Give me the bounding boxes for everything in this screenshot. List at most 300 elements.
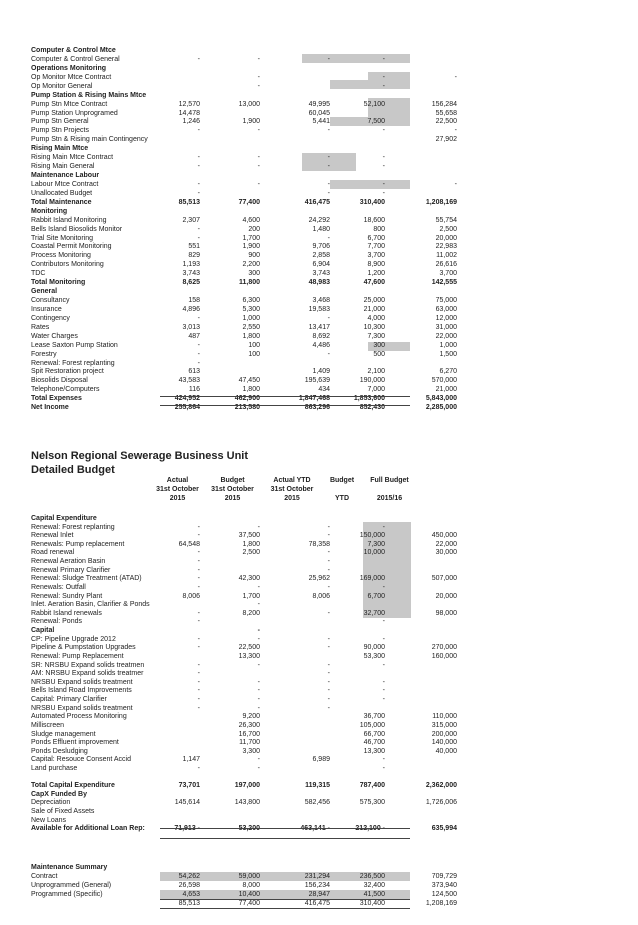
cell-col-1: - — [197, 704, 200, 712]
cell-col-1: - — [197, 635, 200, 643]
row-label: Capital: Resouce Consent Accid — [31, 756, 131, 764]
cell-col-1: 54,262 — [178, 873, 200, 880]
cell-col-4: 169,000 — [359, 575, 385, 583]
cell-col-3: 25,962 — [308, 575, 330, 583]
cell-col-2: 42,300 — [238, 575, 260, 583]
row-label: Automated Process Monitoring — [31, 713, 127, 721]
cell-col-3: 49,995 — [308, 100, 330, 108]
cell-col-4: 52,100 — [363, 100, 385, 108]
cell-col-5: - — [454, 127, 457, 135]
header-c1-line-1: Actual — [166, 477, 189, 484]
cell-col-4: - — [382, 163, 385, 171]
row-label: TDC — [31, 270, 46, 278]
table-row — [0, 350, 638, 359]
cell-col-4: - — [382, 583, 385, 591]
cell-col-3: - — [327, 154, 330, 162]
row-label: CP: Pipeline Upgrade 2012 — [31, 635, 116, 643]
row-label: CapX Funded By — [31, 790, 88, 798]
row-label: Water Charges — [31, 332, 78, 340]
cell-col-4: - — [382, 687, 385, 695]
cell-col-1: - — [197, 678, 200, 686]
cell-col-2: 1,800 — [242, 386, 260, 394]
row-label: Total Capital Expenditure — [31, 782, 115, 790]
row-label: Pump Stn General — [31, 118, 89, 126]
cell-col-2: 53,200 — [238, 825, 260, 833]
cell-col-4: 32,700 — [363, 609, 385, 617]
row-label: Trial Site Monitoring — [31, 234, 93, 242]
cell-col-1: 4,653 — [182, 891, 200, 898]
table-row — [0, 153, 638, 162]
cell-col-1: - — [197, 55, 200, 63]
table-row — [0, 189, 638, 198]
cell-col-2: - — [257, 523, 260, 531]
cell-col-2: 1,900 — [242, 118, 260, 126]
cell-col-4: 500 — [373, 350, 385, 358]
cell-col-2: 100 — [248, 350, 260, 358]
cell-col-2: 3,300 — [242, 747, 260, 755]
header-c1-line-2: 31st October — [156, 486, 199, 493]
table-row — [0, 225, 638, 234]
cell-col-1: - — [197, 549, 200, 557]
cell-col-1: - — [197, 609, 200, 617]
cell-col-5: 270,000 — [431, 644, 457, 652]
cell-col-2: 2,200 — [242, 261, 260, 269]
cell-col-3: 13,417 — [308, 323, 330, 331]
cell-col-5: 373,940 — [431, 882, 457, 889]
cell-col-4: 800 — [373, 225, 385, 233]
row-label: Capital — [31, 627, 55, 635]
cell-col-3: 4,486 — [312, 341, 330, 349]
cell-col-4: 90,000 — [363, 644, 385, 652]
cell-col-4: 41,500 — [363, 891, 385, 898]
cell-col-2: 6,300 — [242, 297, 260, 305]
row-label: Spit Restoration project — [31, 368, 104, 376]
cell-col-2: - — [257, 627, 260, 635]
row-label: Pump Stn Projects — [31, 127, 89, 135]
cell-col-5: 21,000 — [435, 386, 457, 394]
cell-col-2: - — [257, 82, 260, 90]
cell-col-1: 255,864 — [174, 404, 200, 412]
total-rule — [160, 396, 410, 397]
cell-col-1: 3,013 — [182, 323, 200, 331]
cell-col-2: - — [257, 601, 260, 609]
cell-col-2: 4,600 — [242, 216, 260, 224]
row-label: Ponds Effluent improvement — [31, 739, 119, 747]
cell-col-5: 2,362,000 — [425, 782, 457, 790]
cell-col-2: 59,000 — [238, 873, 260, 880]
table-row — [0, 367, 638, 376]
cell-col-5: 11,002 — [436, 252, 457, 260]
cell-col-4: - — [382, 635, 385, 643]
cell-col-1: 71,913 - — [174, 825, 200, 833]
row-label: Land purchase — [31, 764, 78, 772]
row-label: Op Monitor Mtce Contract — [31, 73, 112, 81]
cell-col-5: 20,000 — [435, 592, 457, 600]
table-row — [0, 376, 638, 385]
cell-col-4: 32,400 — [363, 882, 385, 889]
cell-col-5: 22,000 — [435, 332, 457, 340]
cell-col-4: 18,600 — [363, 216, 385, 224]
cell-col-3: 2,858 — [312, 252, 330, 260]
cell-col-2: 13,300 — [238, 652, 260, 660]
cell-col-3: 6,989 — [312, 756, 330, 764]
table-row — [0, 899, 638, 908]
cell-col-4: 1,200 — [367, 270, 385, 278]
table-row — [0, 109, 638, 118]
cell-col-3: 3,468 — [312, 297, 330, 305]
cell-col-1: 424,952 — [174, 395, 200, 403]
cell-col-4: 575,300 — [359, 799, 385, 807]
cell-col-1: - — [197, 234, 200, 242]
cell-col-3: - — [327, 523, 330, 531]
header-c2-line-1: Budget — [220, 477, 245, 484]
row-label: Renewals: Pump replacement — [31, 540, 125, 548]
cell-col-5: 27,902 — [435, 136, 457, 144]
cell-col-2: 213,580 — [234, 404, 260, 412]
cell-col-5: 142,555 — [431, 279, 457, 287]
row-label: Rising Main Mtce Contract — [31, 154, 114, 162]
cell-col-5: 1,726,006 — [425, 799, 457, 807]
cell-col-1: - — [197, 127, 200, 135]
cell-col-2: 47,450 — [238, 377, 260, 385]
cell-col-4: 300 — [373, 341, 385, 349]
table-row — [0, 162, 638, 171]
table-row — [0, 332, 638, 341]
cell-col-4: 36,700 — [363, 713, 385, 721]
cell-col-3: 3,743 — [312, 270, 330, 278]
row-label: Telephone/Computers — [31, 386, 100, 394]
row-label: Pump Station Unprogramed — [31, 109, 118, 117]
table-row — [0, 82, 638, 91]
cell-col-1: 64,548 — [178, 540, 200, 548]
header-c4-line-3: YTD — [335, 495, 349, 502]
cell-col-1: 73,701 — [178, 782, 200, 790]
cell-col-5: 140,000 — [431, 739, 457, 747]
cell-col-2: 2,550 — [242, 323, 260, 331]
cell-col-5: 315,000 — [431, 721, 457, 729]
cell-col-2: - — [257, 678, 260, 686]
header-c5-line-3: 2015/16 — [376, 495, 403, 502]
table-row — [0, 359, 638, 368]
cell-col-2: 1,700 — [242, 234, 260, 242]
cell-col-2: 10,400 — [238, 891, 260, 898]
cell-col-5: 1,208,169 — [425, 198, 457, 206]
cell-col-1: 1,246 — [182, 118, 200, 126]
cell-col-5: 450,000 — [431, 532, 457, 540]
cell-col-5: 31,000 — [435, 323, 457, 331]
cell-col-5: 1,000 — [439, 341, 457, 349]
cell-col-4: 47,600 — [363, 279, 385, 287]
cell-col-3: - — [327, 635, 330, 643]
table-row — [0, 305, 638, 314]
cell-col-1: - — [197, 661, 200, 669]
row-label: Coastal Permit Monitoring — [31, 243, 112, 251]
cell-col-1: - — [197, 225, 200, 233]
row-label: Renewal: Forest replanting — [31, 523, 115, 531]
cell-col-2: 77,400 — [238, 900, 260, 907]
maintenance-summary-title: Maintenance Summary — [31, 864, 108, 871]
header-c3-line-1: Actual YTD — [273, 477, 311, 484]
cell-col-4: - — [382, 73, 385, 81]
row-label: Insurance — [31, 305, 62, 313]
cell-col-1: - — [197, 314, 200, 322]
cell-col-4: 25,000 — [363, 297, 385, 305]
row-label: AM: NRSBU Expand solids treatmer — [31, 670, 144, 678]
table-row — [0, 73, 638, 82]
cell-col-3: - — [327, 583, 330, 591]
cell-col-3: 1,847,468 — [298, 395, 330, 403]
cell-col-2: 11,700 — [239, 739, 260, 747]
row-label: Op Monitor General — [31, 82, 93, 90]
cell-col-3: 863,296 — [304, 404, 330, 412]
cell-col-5: 26,616 — [435, 261, 457, 269]
cell-col-1: - — [197, 575, 200, 583]
cell-col-2: - — [257, 73, 260, 81]
cell-col-5: 30,000 — [435, 549, 457, 557]
cell-col-5: 635,994 — [431, 825, 457, 833]
cell-col-1: - — [197, 696, 200, 704]
cell-col-3: - — [327, 687, 330, 695]
cell-col-4: - — [382, 696, 385, 704]
cell-col-3: - — [327, 314, 330, 322]
cell-col-4: 236,500 — [359, 873, 385, 880]
cell-col-5: 1,208,169 — [425, 900, 457, 907]
cell-col-3: - — [327, 609, 330, 617]
header-c1-line-3: 2015 — [169, 495, 186, 502]
cell-col-4: - — [382, 764, 385, 772]
row-label: Bells Island Road Improvements — [31, 687, 132, 695]
cell-col-5: 40,000 — [435, 747, 457, 755]
row-label: Process Monitoring — [31, 252, 91, 260]
cell-col-1: - — [197, 583, 200, 591]
header-c2-line-3: 2015 — [224, 495, 241, 502]
cell-col-2: - — [257, 687, 260, 695]
cell-col-3: 434 — [318, 386, 330, 394]
cell-col-3: 416,475 — [304, 198, 330, 206]
table-row — [0, 55, 638, 64]
table-row — [0, 323, 638, 332]
row-label: Contingency — [31, 314, 70, 322]
cell-col-4: 8,900 — [367, 261, 385, 269]
cell-col-5: 1,500 — [439, 350, 457, 358]
cell-col-4: 105,000 — [359, 721, 385, 729]
cell-col-4: 6,700 — [367, 234, 385, 242]
cell-col-4: 4,000 — [367, 314, 385, 322]
cell-col-1: - — [197, 341, 200, 349]
cell-col-4: 6,700 — [367, 592, 385, 600]
cell-col-2: 1,900 — [242, 243, 260, 251]
row-label: General — [31, 288, 58, 296]
header-c4-line-1: Budget — [329, 477, 355, 484]
cell-col-2: 11,800 — [238, 279, 260, 287]
cell-col-4: 150,000 — [359, 532, 385, 540]
cell-col-4: 852,430 — [359, 404, 385, 412]
cell-col-1: 116 — [188, 386, 200, 394]
row-label: Renewal: Sundry Plant — [31, 592, 103, 600]
cell-col-2: - — [257, 583, 260, 591]
row-label: Pump Stn & Rising main Contingency — [31, 136, 148, 144]
cell-col-1: - — [197, 558, 200, 566]
table-row — [0, 135, 638, 144]
table-row — [0, 117, 638, 126]
table-row — [0, 260, 638, 269]
cell-col-3: 119,315 — [305, 782, 330, 790]
cell-col-3: 19,583 — [308, 305, 330, 313]
cell-col-3: 9,706 — [312, 243, 330, 251]
row-label: Computer & Control Mtce — [31, 47, 116, 54]
row-label: Computer & Control General — [31, 55, 120, 63]
cell-col-2: 200 — [248, 225, 260, 233]
cell-col-1: 1,147 — [182, 756, 200, 764]
table-row — [0, 341, 638, 350]
row-label: Capital: Primary Clarifier — [31, 696, 107, 704]
cell-col-3: 5,441 — [312, 118, 330, 126]
cell-col-1: 145,614 — [174, 799, 200, 807]
cell-col-3: 463,141 - — [300, 825, 330, 833]
table-row — [0, 385, 638, 394]
cell-col-1: 2,307 — [182, 216, 200, 224]
cell-col-1: - — [197, 180, 200, 188]
cell-col-4: 787,400 — [359, 782, 385, 790]
row-label: Unallocated Budget — [31, 189, 93, 197]
row-label: Rising Main General — [31, 163, 95, 171]
cell-col-2: 197,000 — [234, 782, 260, 790]
cell-col-3: - — [327, 558, 330, 566]
row-label: Rabbit Island Monitoring — [31, 216, 107, 224]
cell-col-3: - — [327, 127, 330, 135]
cell-col-2: - — [257, 661, 260, 669]
cell-col-2: 1,700 — [242, 592, 260, 600]
cell-col-5: 200,000 — [431, 730, 457, 738]
cell-col-2: 300 — [248, 270, 260, 278]
cell-col-5: 570,000 — [431, 377, 457, 385]
cell-col-3: 48,983 — [308, 279, 330, 287]
cell-col-5: 160,000 — [431, 652, 457, 660]
row-label: Operations Monitoring — [31, 64, 107, 72]
cell-col-3: - — [327, 661, 330, 669]
cell-col-5: - — [454, 73, 457, 81]
table-row — [0, 881, 638, 890]
cell-col-1: - — [197, 523, 200, 531]
cell-col-3: - — [327, 678, 330, 686]
row-label: Milliscreen — [31, 721, 65, 729]
table-row — [0, 180, 638, 189]
cell-col-1: 4,896 — [182, 305, 200, 313]
cell-col-5: 22,000 — [435, 540, 457, 548]
cell-col-4: 7,700 — [367, 243, 385, 251]
cell-col-3: 582,456 — [304, 799, 330, 807]
cell-col-1: - — [197, 163, 200, 171]
row-label: Sludge management — [31, 730, 96, 738]
cell-col-4: 310,400 — [359, 198, 385, 206]
row-label: Rabbit Island renewals — [31, 609, 102, 617]
row-label: Lease Saxton Pump Station — [31, 341, 118, 349]
cell-col-3: 28,947 — [308, 891, 330, 898]
header-c5-line-1: Full Budget — [370, 477, 409, 484]
cell-col-3: - — [327, 644, 330, 652]
table-row — [0, 207, 638, 216]
cell-col-4: 2,100 — [367, 368, 385, 376]
cell-col-3: - — [327, 55, 330, 63]
cell-col-4: - — [382, 523, 385, 531]
cell-col-5: 22,500 — [435, 118, 457, 126]
cell-col-4: 66,700 — [363, 730, 385, 738]
cell-col-3: 1,480 — [312, 225, 330, 233]
cell-col-1: - — [197, 359, 200, 367]
cell-col-2: 16,700 — [238, 730, 260, 738]
cell-col-1: - — [197, 350, 200, 358]
row-label: Consultancy — [31, 297, 70, 305]
row-label: Renewal Aeration Basin — [31, 558, 106, 566]
cell-col-2: 462,900 — [234, 395, 260, 403]
table-row — [0, 314, 638, 323]
cell-col-5: 75,000 — [435, 297, 457, 305]
cell-col-4: 1,853,600 — [353, 395, 385, 403]
cell-col-4: 7,000 — [367, 386, 385, 394]
cell-col-5: 3,700 — [439, 270, 457, 278]
cell-col-2: 22,500 — [238, 644, 260, 652]
row-label: Renewal: Sludge Treatment (ATAD) — [31, 575, 142, 583]
cell-col-1: 14,478 — [178, 109, 200, 117]
table-row — [0, 234, 638, 243]
cell-col-2: - — [257, 55, 260, 63]
cell-col-1: 613 — [188, 368, 200, 376]
cell-col-1: 8,625 — [182, 279, 200, 287]
cell-col-1: 3,743 — [182, 270, 200, 278]
cell-col-5: 124,500 — [431, 891, 457, 898]
cell-col-2: 1,000 — [242, 314, 260, 322]
cell-col-5: 507,000 — [431, 575, 457, 583]
cell-col-3: - — [327, 180, 330, 188]
cell-col-4: 3,700 — [367, 252, 385, 260]
cell-col-4: 10,300 — [363, 323, 385, 331]
cell-col-4: 7,300 — [367, 540, 385, 548]
cell-col-3: - — [327, 670, 330, 678]
cell-col-1: 26,598 — [178, 882, 200, 889]
cell-col-3: - — [327, 350, 330, 358]
cell-col-3: - — [327, 163, 330, 171]
cell-col-2: - — [257, 704, 260, 712]
cell-col-3: - — [327, 566, 330, 574]
cell-col-3: 231,294 — [304, 873, 330, 880]
cell-col-1: 1,193 — [182, 261, 200, 269]
row-label: Forestry — [31, 350, 57, 358]
cell-col-2: 900 — [248, 252, 260, 260]
cell-col-3: 60,045 — [308, 109, 330, 117]
row-label: Total Maintenance — [31, 198, 92, 206]
table-row — [0, 198, 638, 207]
row-label: Available for Additional Loan Rep: — [31, 825, 145, 833]
table-row — [0, 64, 638, 73]
cell-col-4: - — [382, 661, 385, 669]
cell-col-1: - — [197, 764, 200, 772]
cell-col-2: 37,500 — [238, 532, 260, 540]
cell-col-1: - — [197, 644, 200, 652]
row-label: Maintenance Labour — [31, 172, 100, 180]
table-row — [0, 216, 638, 225]
table-row — [0, 242, 638, 251]
cell-col-3: - — [327, 704, 330, 712]
cell-col-3: 156,234 — [304, 882, 330, 889]
row-label: Pipeline & Pumpstation Upgrades — [31, 644, 136, 652]
cell-col-5: 22,983 — [435, 243, 457, 251]
cell-col-4: 7,500 — [367, 118, 385, 126]
cell-col-2: 2,500 — [242, 549, 260, 557]
total-rule — [160, 899, 410, 900]
row-label: Road renewal — [31, 549, 75, 557]
cell-col-2: 143,800 — [234, 799, 260, 807]
row-label: Renewal: Forest replanting — [31, 359, 115, 367]
